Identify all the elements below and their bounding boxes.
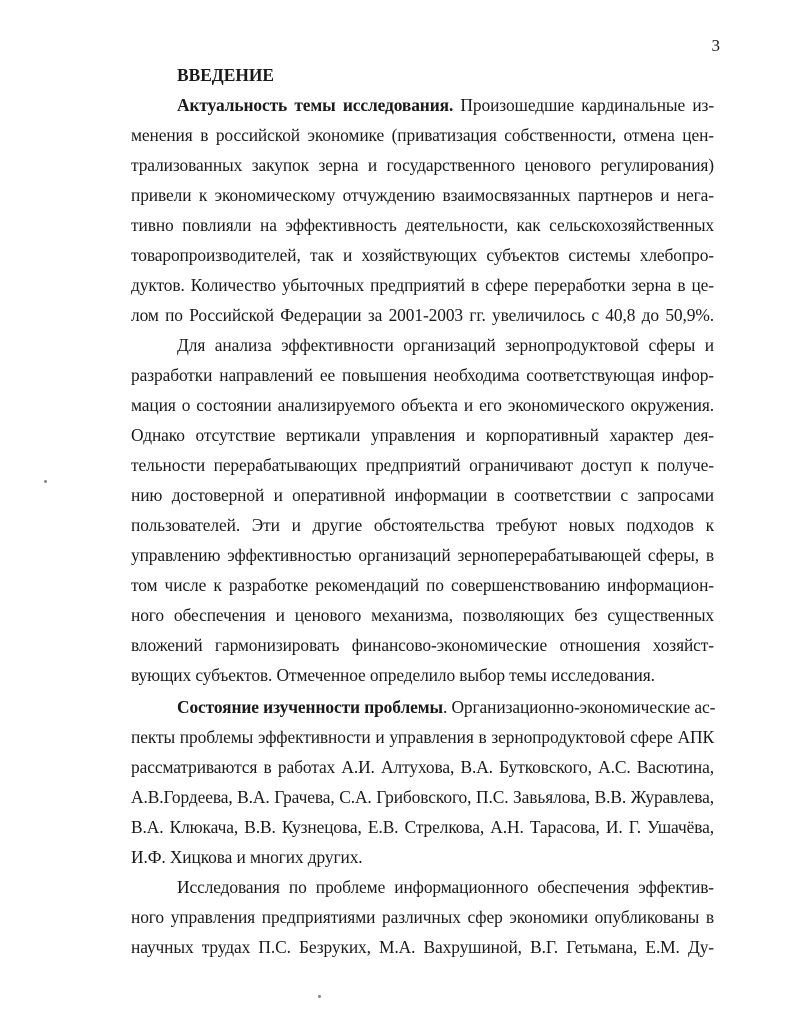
paragraph-line: тивно повлияли на эффективность деятельности, как сельскохозяйственных bbox=[131, 215, 714, 235]
paragraph-line: Для анализа эффективности организаций зернопродуктовой сферы и bbox=[177, 335, 714, 355]
paragraph-line: ного обеспечения и ценового механизма, позволяющих без существенных bbox=[131, 605, 714, 625]
paragraph-analysis bbox=[131, 330, 714, 690]
paragraph-line: трализованных закупок зерна и государственного ценового регулирования) bbox=[131, 155, 714, 175]
paragraph-line: И.Ф. Хицкова и многих других. bbox=[131, 847, 363, 867]
paragraph-line: рассматриваются в работах А.И. Алтухова, В.А. Бутковского, А.С. Васютина, bbox=[131, 757, 714, 777]
paragraph-line: управлению эффективностью организаций зерноперерабатывающей сферы, в bbox=[131, 545, 714, 565]
paragraph-line: том числе к разработке рекомендаций по совершенствованию информацион- bbox=[131, 575, 714, 595]
paragraph-line: товаропроизводителей, так и хозяйствующих субъектов системы хлебопро- bbox=[131, 245, 714, 265]
paragraph-line: разработки направлений ее повышения необходима соответствующая инфор- bbox=[131, 365, 714, 385]
paragraph-state-of-research bbox=[131, 692, 714, 872]
paragraph-line: вующих субъектов. Отмеченное определило выбор темы исследования. bbox=[131, 665, 655, 685]
section-heading: ВВЕДЕНИЕ bbox=[177, 65, 275, 85]
paragraph-line: ного управления предприятиями различных сфер экономики опубликованы в bbox=[131, 907, 714, 927]
bold-lead: Состояние изученности проблемы bbox=[177, 697, 443, 717]
paragraph-line: дуктов. Количество убыточных предприятий в сфере переработки зерна в це- bbox=[131, 275, 714, 295]
paragraph-information-support bbox=[131, 872, 714, 962]
paragraph-line: Однако отсутствие вертикали управления и корпоративный характер дея- bbox=[131, 425, 714, 445]
paragraph-line: научных трудах П.С. Безруких, М.А. Вахрушиной, В.Г. Гетьмана, Е.М. Ду- bbox=[131, 937, 714, 957]
page-number: 3 bbox=[711, 36, 720, 55]
paragraph-line: привели к экономическому отчуждению взаимосвязанных партнеров и нега- bbox=[131, 185, 714, 205]
paragraph-line: тельности перерабатывающих предприятий ограничивают доступ к получе- bbox=[131, 455, 714, 475]
paragraph-line: менения в российской экономике (приватизация собственности, отмена цен- bbox=[131, 125, 714, 145]
paragraph-line: Состояние изученности проблемы. Организационно-экономические ас- bbox=[177, 697, 716, 717]
paragraph-line: лом по Российской Федерации за 2001-2003 гг. увеличилось с 40,8 до 50,9%. bbox=[131, 305, 714, 325]
scan-speck bbox=[318, 995, 321, 998]
paragraph-relevance bbox=[131, 90, 714, 330]
bold-lead: Актуальность темы исследования. bbox=[177, 95, 454, 115]
paragraph-line: Исследования по проблеме информационного обеспечения эффектив- bbox=[177, 877, 714, 897]
paragraph-line: пользователей. Эти и другие обстоятельства требуют новых подходов к bbox=[131, 515, 714, 535]
scan-speck bbox=[44, 480, 47, 483]
paragraph-line: нию достоверной и оперативной информации в соответствии с запросами bbox=[131, 485, 714, 505]
paragraph-line: мация о состоянии анализируемого объекта и его экономического окружения. bbox=[131, 395, 714, 415]
paragraph-line: вложений гармонизировать финансово-экономические отношения хозяйст- bbox=[131, 635, 714, 655]
paragraph-line: пекты проблемы эффективности и управления в зернопродуктовой сфере АПК bbox=[131, 727, 714, 747]
paragraph-line: А.В.Гордеева, В.А. Грачева, С.А. Грибовского, П.С. Завьялова, В.В. Журавлева, bbox=[131, 787, 714, 807]
paragraph-line: Актуальность темы исследования. Произошедшие кардинальные из- bbox=[177, 95, 715, 115]
paragraph-line: В.А. Клюкача, В.В. Кузнецова, Е.В. Стрелкова, А.Н. Тарасова, И. Г. Ушачёва, bbox=[131, 817, 714, 837]
